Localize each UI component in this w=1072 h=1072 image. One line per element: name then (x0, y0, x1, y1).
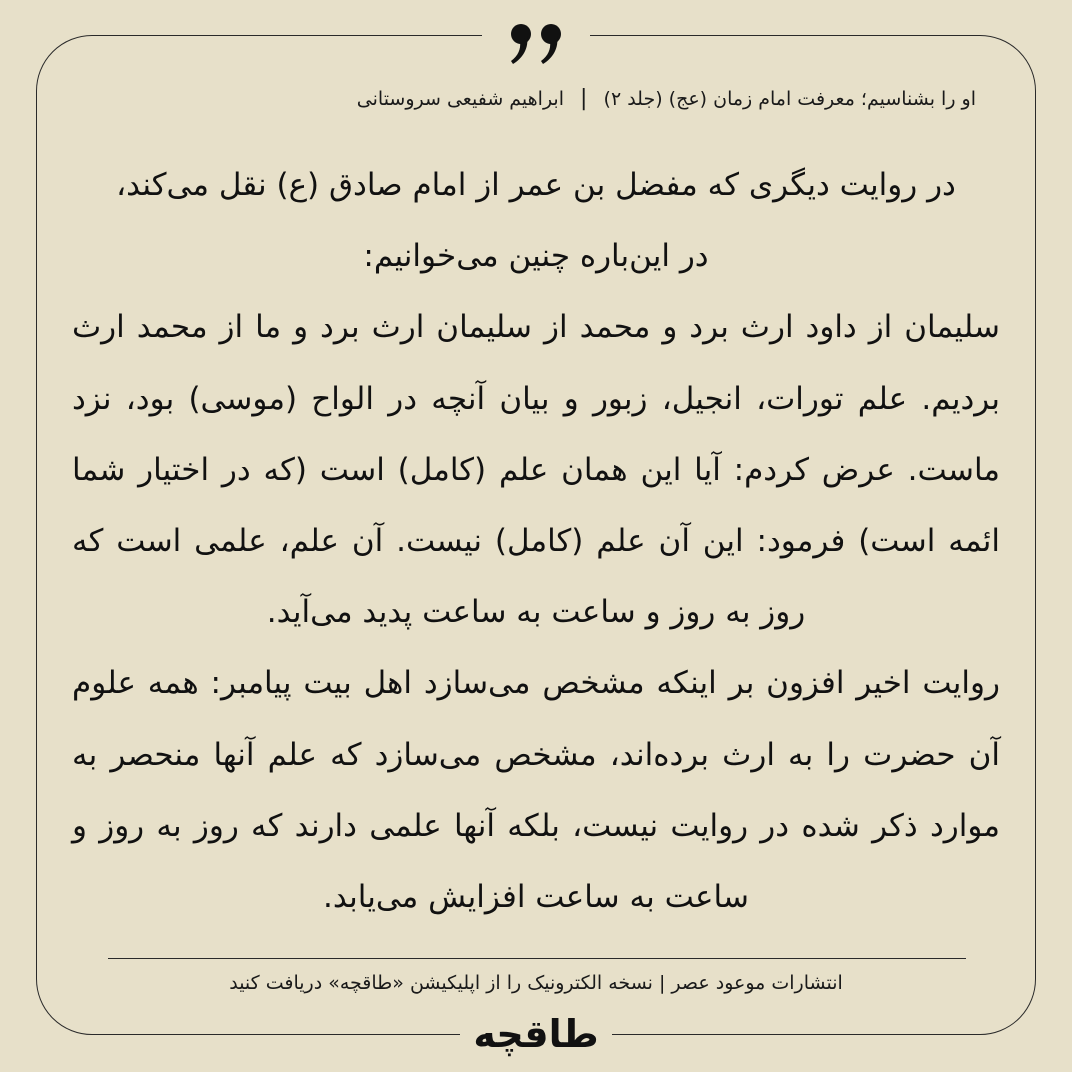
book-title: او را بشناسیم؛ معرفت امام زمان (عج) (جلد ۲) (603, 88, 976, 110)
commentary-paragraph: روایت اخیر افزون بر اینکه مشخص می‌سازد اهل بیت پیامبر: همه علوم آن حضرت را به ارث برده‌اند، مشخص می‌سازد که علم آنها منحصر به موارد ذکر شده در روایت نیست، بلکه آنها علمی دارند که روز به روز و ساعت به ساعت افزایش می‌یابد. (72, 665, 1000, 916)
narration-paragraph: سلیمان از داود ارث برد و محمد از سلیمان ارث برد و ما از محمد ارث بردیم. علم تورات، انجیل، زبور و بیان آنچه در الواح (موسی) بود، نزد ماست. عرض کردم: آیا این همان علم (کامل) است (که در اختیار شما ائمه است) فرمود: این آن علم (کامل) نیست. آن علم، علمی است که روز به روز و ساعت به ساعت پدید می‌آید. (72, 309, 1000, 631)
source-line (357, 86, 976, 112)
closing-quote-icon (507, 22, 567, 66)
source-separator: | (580, 86, 588, 111)
intro-line-1: در روایت دیگری که مفضل بن عمر از امام صادق (ع) نقل می‌کند، (116, 167, 956, 203)
intro-line-2: در این‌باره چنین می‌خوانیم: (363, 238, 709, 275)
taaghche-logo: طاقچه (473, 1012, 599, 1056)
footer-text: انتشارات موعود عصر | نسخه الکترونیک را از اپلیکیشن «طاقچه» دریافت کنید (229, 972, 843, 994)
quote-body (72, 150, 1000, 933)
author-name: ابراهیم شفیعی سروستانی (356, 88, 564, 110)
footer-divider (108, 958, 966, 959)
